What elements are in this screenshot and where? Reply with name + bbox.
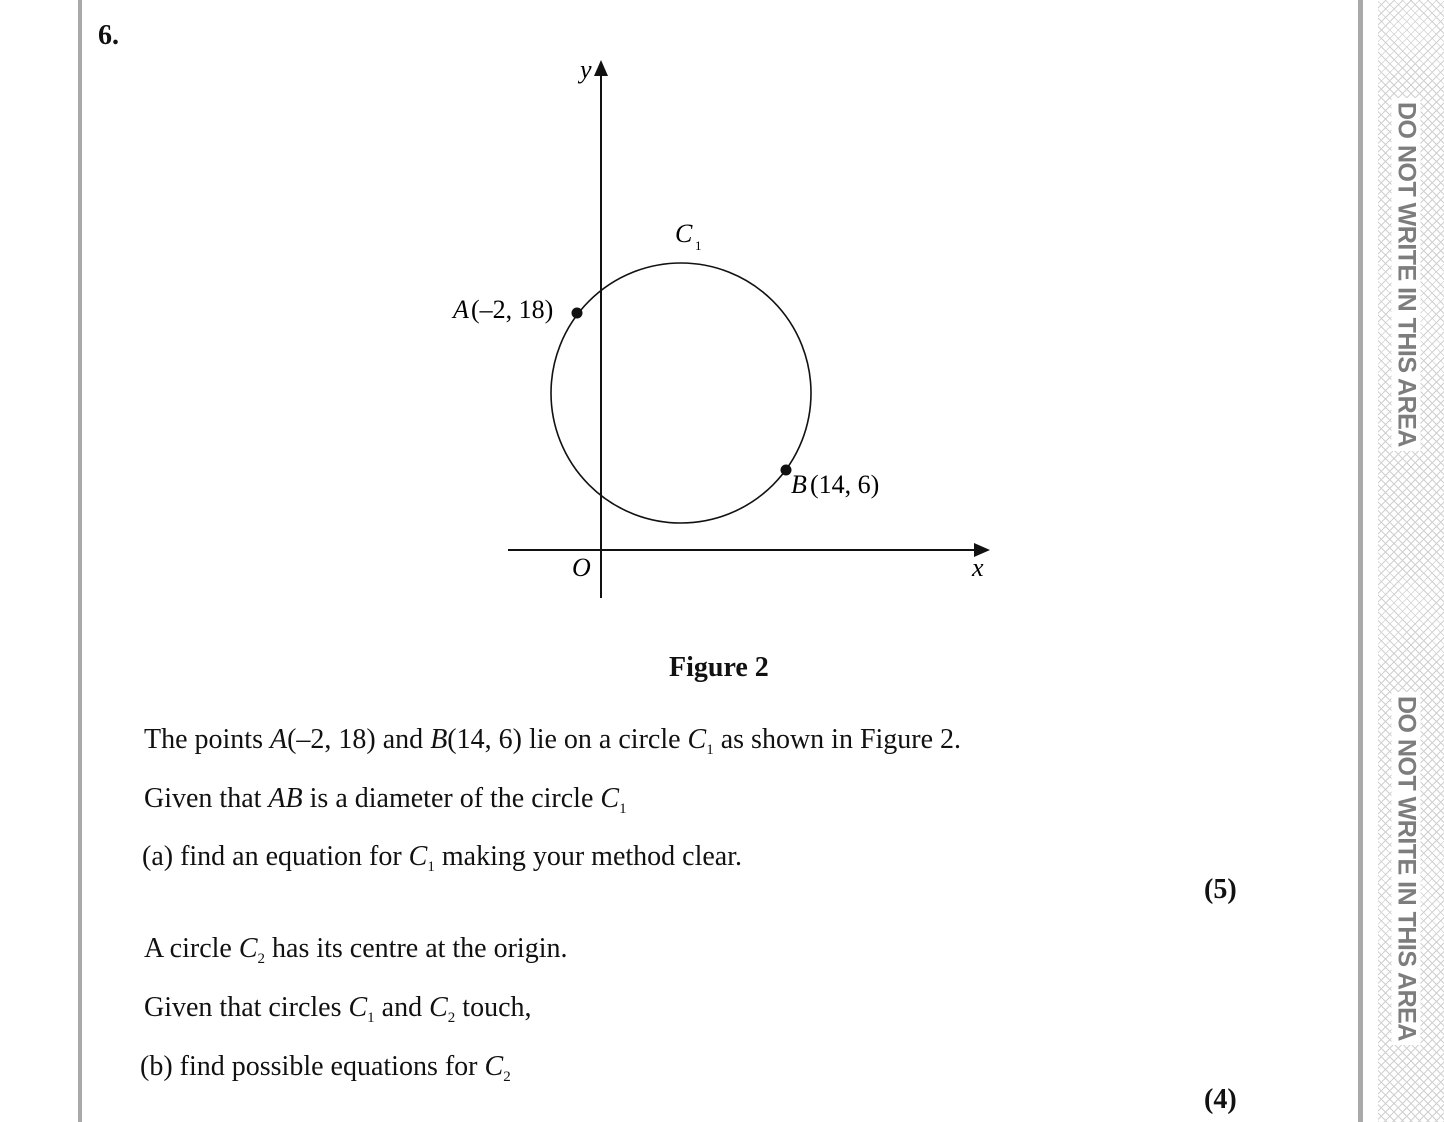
figure-2-diagram <box>0 0 1100 620</box>
circle-c1-ref: C <box>687 724 707 755</box>
y-axis-label: y <box>580 55 592 84</box>
intro-line-touch <box>144 991 532 1025</box>
subscript: 1 <box>619 801 627 817</box>
y-axis-arrowhead <box>594 60 608 76</box>
point-b-coordinates: (14, 6) <box>810 470 880 499</box>
point-b-ref: B <box>430 724 448 755</box>
circle-c2-ref: C <box>429 992 448 1023</box>
text-fragment: The points <box>144 724 270 755</box>
circle-c2-ref: C <box>484 1051 504 1082</box>
circle-c1-ref: C <box>408 841 428 872</box>
text-fragment: Given that circles <box>144 992 349 1023</box>
subscript: 2 <box>257 951 266 967</box>
subscript: 1 <box>706 742 714 758</box>
part-b-prompt <box>140 1050 511 1084</box>
subscript: 2 <box>503 1069 511 1085</box>
point-b-letter: B <box>791 470 807 499</box>
part-a-prompt <box>142 840 742 874</box>
right-border-rule <box>1358 0 1363 1122</box>
margin-warning-lower-text: DO NOT WRITE IN THIS AREA <box>1392 692 1421 1045</box>
margin-warning-upper-text: DO NOT WRITE IN THIS AREA <box>1392 98 1421 451</box>
subscript: 1 <box>367 1010 375 1026</box>
circle-c1-ref: C <box>600 783 620 814</box>
circle-c1-ref: C <box>348 992 368 1023</box>
point-a-letter: A <box>453 295 469 324</box>
text-fragment: (–2, 18) and <box>287 724 431 755</box>
text-fragment: and <box>374 992 430 1023</box>
text-fragment: touch, <box>455 992 532 1023</box>
point-a-marker <box>572 308 583 319</box>
subscript: 1 <box>427 859 435 875</box>
point-b-marker <box>781 465 792 476</box>
part-a-marks: (5) <box>1204 874 1237 905</box>
text-fragment: A circle <box>144 933 239 964</box>
figure-caption: Figure 2 <box>669 652 769 683</box>
part-b-marks: (4) <box>1204 1084 1237 1115</box>
point-a-coordinates: (–2, 18) <box>471 295 554 324</box>
intro-line-diameter <box>144 782 627 816</box>
segment-ab-ref: AB <box>268 783 303 814</box>
text-fragment: Given that <box>144 783 269 814</box>
text-fragment: has its centre at the origin. <box>265 933 568 964</box>
intro-line-c2 <box>144 932 568 966</box>
subscript: 2 <box>447 1010 456 1026</box>
x-axis-label: x <box>972 553 984 582</box>
circle-c1-label: C <box>675 219 693 248</box>
point-a-ref: A <box>270 724 288 755</box>
intro-line-points <box>144 723 961 757</box>
circle-c2-ref: C <box>238 933 258 964</box>
text-fragment: making your method clear. <box>434 841 742 872</box>
text-fragment: (b) find possible equations for <box>140 1051 485 1082</box>
text-fragment: (a) find an equation for <box>142 841 409 872</box>
origin-label: O <box>572 553 591 582</box>
question-number: 6. <box>98 20 119 51</box>
circle-c1 <box>551 263 811 523</box>
text-fragment: as shown in Figure 2. <box>713 724 962 755</box>
text-fragment: is a diameter of the circle <box>302 783 601 814</box>
circle-c1-label-subscript: 1 <box>695 238 702 253</box>
text-fragment: (14, 6) lie on a circle <box>447 724 688 755</box>
